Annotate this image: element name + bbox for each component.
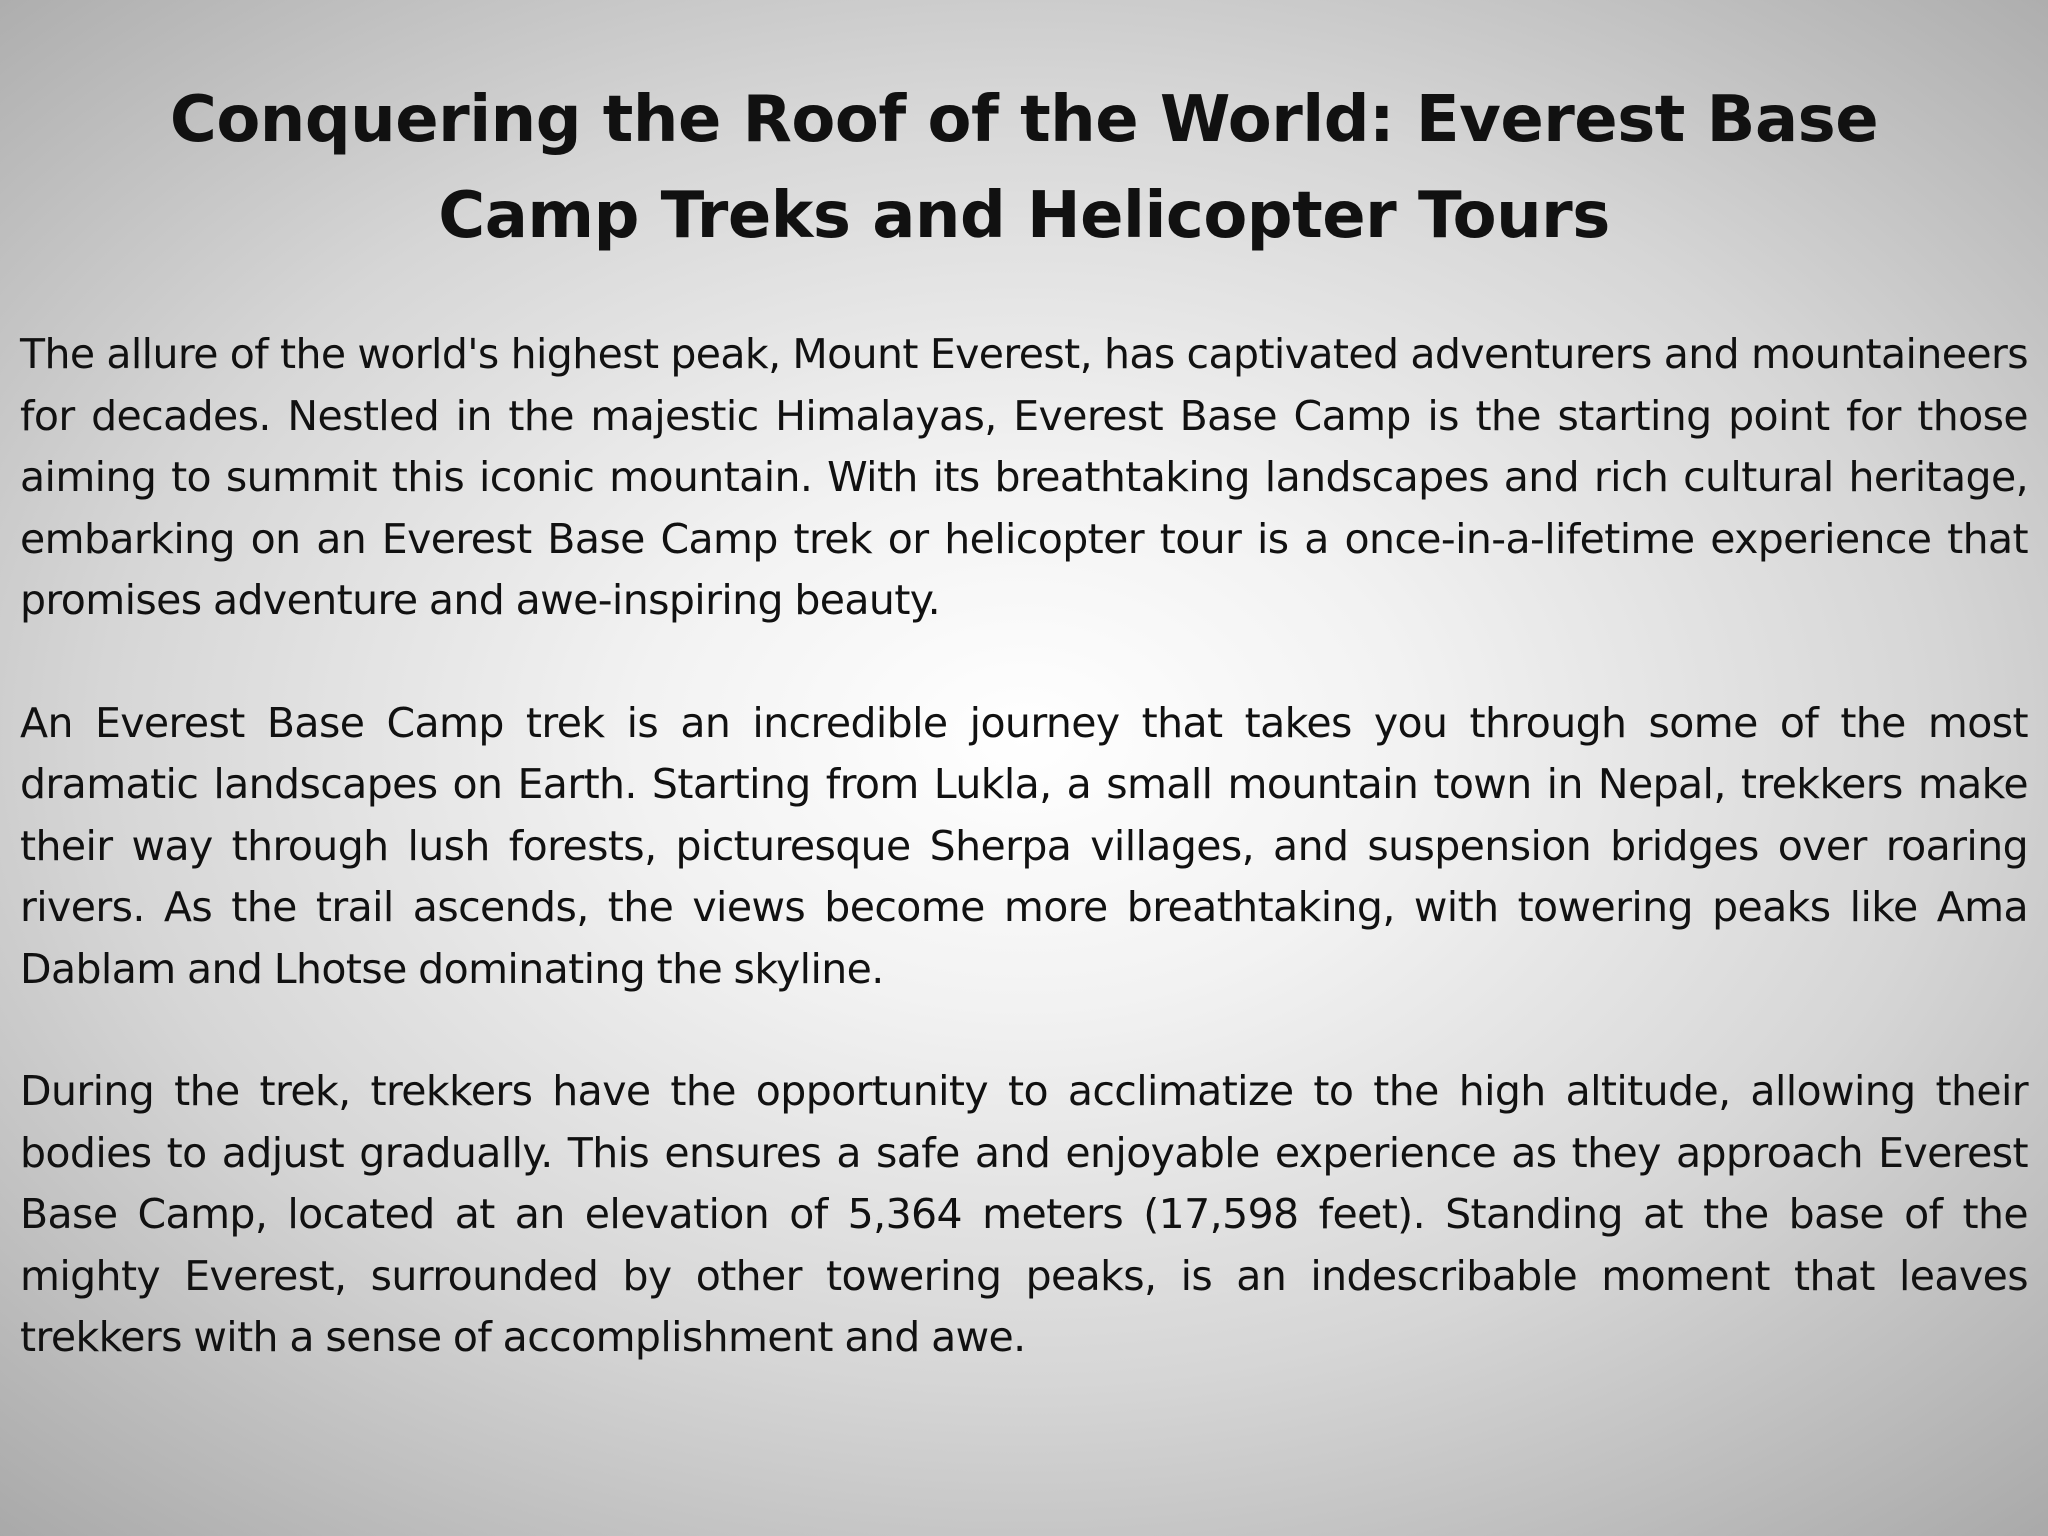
page-title: Conquering the Roof of the World: Everest Base Camp Treks and Helicopter Tours xyxy=(169,83,1879,253)
paragraph-intro: The allure of the world's highest peak, Mount Everest, has captivated adventurers and mountaineers for decades. Nestled in the majestic Himalayas, Everest Base Camp is the starting point for those aiming to summit this iconic mountain. With its breathtaking landscapes and rich cultural heritage, embarking on an Everest Base Camp trek or helicopter tour is a once-in-a-lifetime experience that promises adventure and awe-inspiring beauty. xyxy=(20,330,2028,624)
paragraph-acclimatization: During the trek, trekkers have the opportunity to acclimatize to the high altitude, allowing their bodies to adjust gradually. This ensures a safe and enjoyable experience as they approach Everest Base Camp, located at an elevation of 5,364 meters (17,598 feet). Standing at the base of the mighty Everest, surrounded by other towering peaks, is an indescribable moment that leaves trekkers with a sense of accomplishment and awe. xyxy=(20,1067,2028,1361)
body-text xyxy=(20,324,2028,1369)
paragraph-trek: An Everest Base Camp trek is an incredible journey that takes you through some of the most dramatic landscapes on Earth. Starting from Lukla, a small mountain town in Nepal, trekkers make their way through lush forests, picturesque Sherpa villages, and suspension bridges over roaring rivers. As the trail ascends, the views become more breathtaking, with towering peaks like Ama Dablam and Lhotse dominating the skyline. xyxy=(20,698,2028,993)
